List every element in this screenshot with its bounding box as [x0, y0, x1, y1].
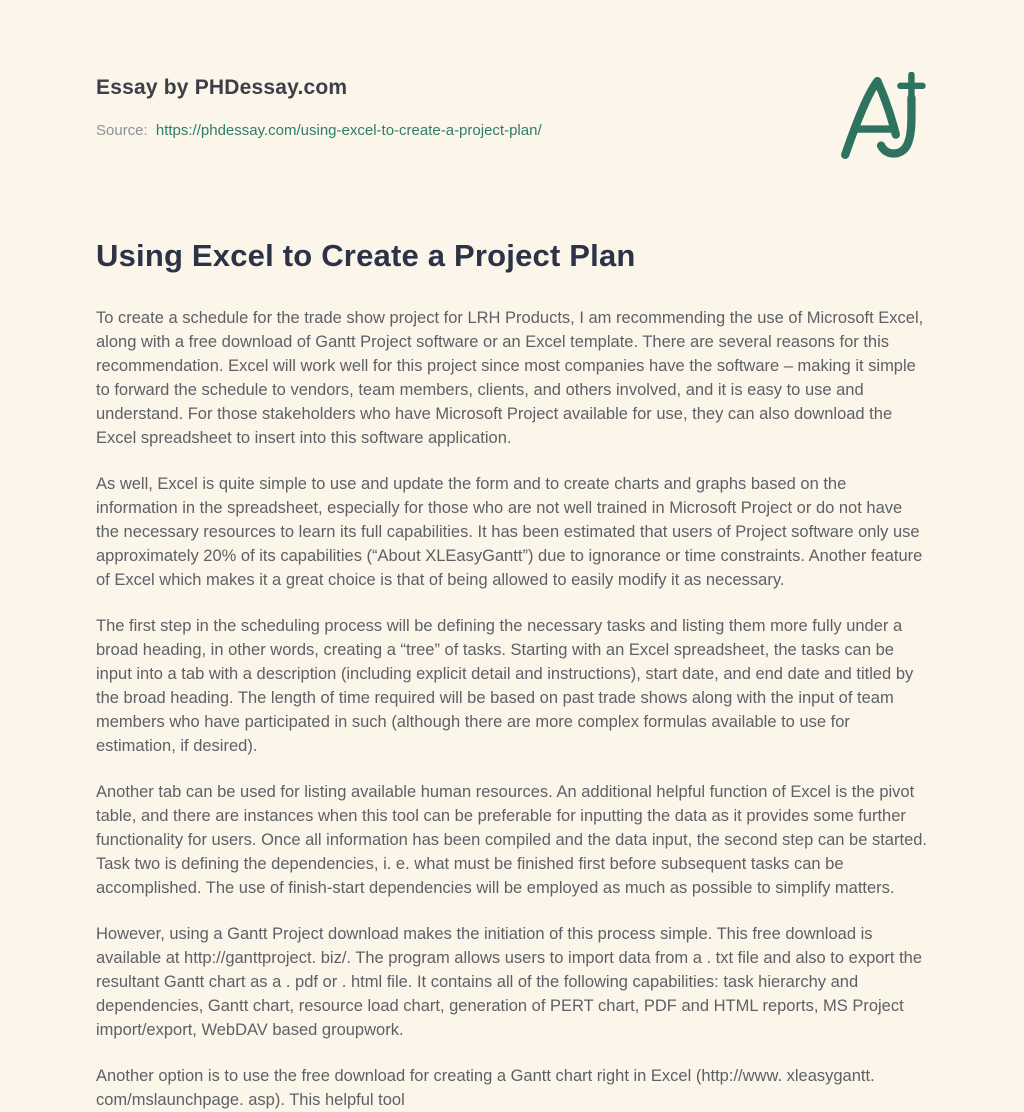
source-link[interactable]: https://phdessay.com/using-excel-to-create-a-project-plan/ — [155, 122, 542, 139]
essay-paragraph: Another tab can be used for listing available human resources. An additional helpful function of Excel is the pivot table, and there are instances when this tool can be preferable for inputting the data as it provides some further functionality for users. Once all information has been compiled and the data input, the second step can be started. Task two is defining the dependencies, i. e. what must be finished first before subsequent tasks can be accomplished. The use of finish-start dependencies will be employed as much as possible to simplify matters. — [96, 783, 928, 897]
phdessay-logo-icon — [836, 72, 928, 164]
essay-paragraph: However, using a Gantt Project download makes the initiation of this process simple. This free download is available at http://ganttproject. biz/. The program allows users to import data from a . txt file and also to export the resultant Gantt chart as a . pdf or . html file. It contains all of the following capabilities: task hierarchy and dependencies, Gantt chart, resource load chart, generation of PERT chart, PDF and HTML reports, MS Project import/export, WebDAV based groupwork. — [96, 925, 923, 1039]
essay-paragraph: The first step in the scheduling process will be defining the necessary tasks and listing them more fully under a broad heading, in other words, creating a “tree” of tasks. Starting with an Excel spreadsheet, the tasks can be input into a tab with a description (including explicit detail and instructions), start date, and end date and titled by the broad heading. The length of time required will be based on past trade shows along with the input of team members who have participated in such (although there are more complex formulas available to use for estimation, if desired). — [96, 617, 914, 755]
source-line — [96, 122, 542, 139]
brand-title: Essay by PHDessay.com — [96, 76, 348, 99]
essay-body — [96, 306, 928, 1112]
essay-paragraph: Another option is to use the free download for creating a Gantt chart right in Excel (http://www. xleasygantt. com/mslaunchpage. asp). This helpful tool — [96, 1067, 875, 1109]
essay-paragraph: To create a schedule for the trade show project for LRH Products, I am recommending the use of Microsoft Excel, along with a free download of Gantt Project software or an Excel template. There are several reasons for this recommendation. Excel will work well for this project since most companies have the software – making it simple to forward the schedule to vendors, team members, clients, and others involved, and it is easy to use and understand. For those stakeholders who have Microsoft Project available for use, they can also download the Excel spreadsheet to insert into this software application. — [96, 309, 924, 447]
page-header — [96, 0, 928, 164]
source-label: Source: — [96, 122, 148, 139]
essay-title: Using Excel to Create a Project Plan — [96, 238, 636, 273]
essay-paragraph: As well, Excel is quite simple to use and update the form and to create charts and graphs based on the information in the spreadsheet, especially for those who are not well trained in Microsoft Project or do not have the necessary resources to learn its full capabilities. It has been estimated that users of Project software only use approximately 20% of its capabilities (“About XLEasyGantt”) due to ignorance or time constraints. Another feature of Excel which makes it a great choice is that of being allowed to easily modify it as necessary. — [96, 475, 923, 589]
header-text-block — [96, 76, 542, 139]
